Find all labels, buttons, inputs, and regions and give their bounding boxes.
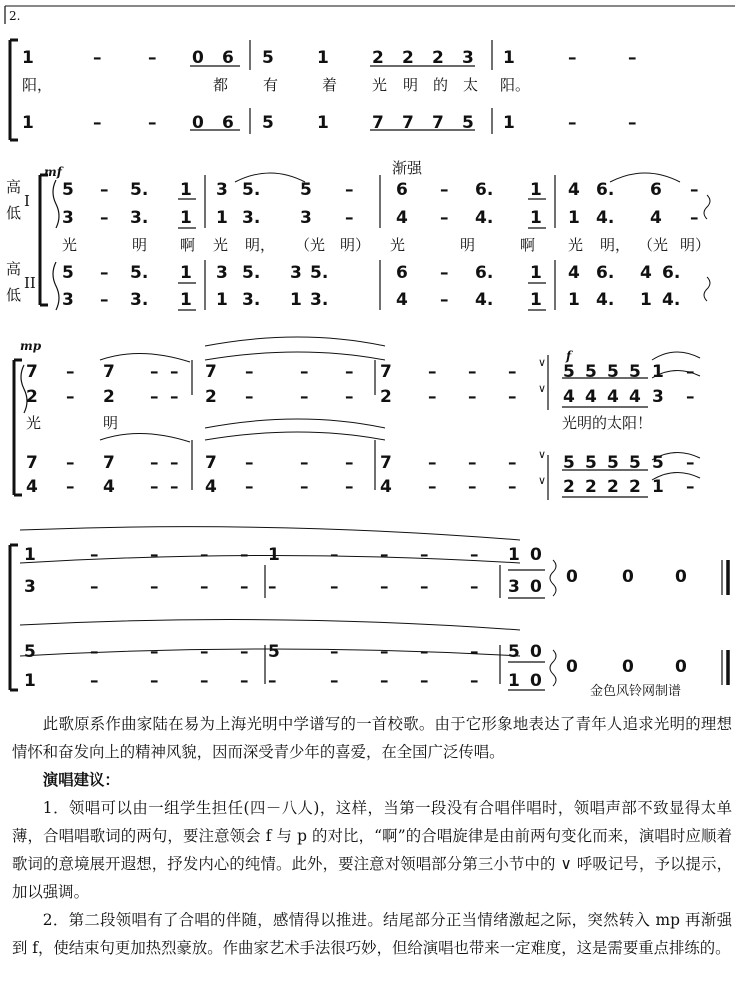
note: –: [150, 577, 159, 597]
lyric: 光: [213, 236, 229, 254]
note: –: [200, 671, 209, 691]
note: –: [380, 642, 389, 662]
note: –: [420, 671, 429, 691]
note: 5: [607, 362, 619, 382]
note: 3: [290, 263, 302, 283]
note: 1: [180, 208, 192, 228]
note: –: [90, 642, 99, 662]
note: 1: [568, 290, 580, 310]
note: 6: [650, 180, 662, 200]
note: –: [428, 477, 437, 497]
note: –: [170, 362, 179, 382]
note: 3: [300, 208, 312, 228]
note: –: [300, 362, 309, 382]
note: 4: [629, 387, 641, 407]
note: –: [468, 387, 477, 407]
note: 1: [290, 290, 302, 310]
note: 6.: [662, 263, 681, 283]
note: –: [468, 477, 477, 497]
breath-mark: ∨: [538, 448, 547, 461]
note: 3.: [242, 208, 261, 228]
note: –: [508, 477, 517, 497]
lyric: 明，: [245, 236, 276, 254]
note: 4.: [475, 208, 494, 228]
note: 1: [24, 545, 36, 565]
note: –: [93, 113, 102, 133]
note: 0: [192, 48, 204, 68]
note: 5: [585, 362, 597, 382]
note: 5: [652, 453, 664, 473]
note: 2: [103, 387, 115, 407]
note: 1: [22, 113, 34, 133]
note: 5: [607, 453, 619, 473]
part-label-roman-2: II: [24, 274, 36, 292]
breath-mark: ∨: [538, 474, 547, 487]
note: 1: [180, 290, 192, 310]
note: –: [245, 477, 254, 497]
note: 6.: [596, 180, 615, 200]
note: 1: [503, 113, 515, 133]
part-label-low-2: 低: [6, 286, 22, 304]
rest: 0: [622, 567, 634, 587]
note: 0: [530, 577, 542, 597]
note: 2: [402, 48, 414, 68]
note: –: [90, 671, 99, 691]
part-label-low-1: 低: [6, 204, 22, 222]
note: 1: [530, 180, 542, 200]
note: 2: [563, 477, 575, 497]
note: 4: [205, 477, 217, 497]
note: –: [66, 387, 75, 407]
note: 6.: [475, 180, 494, 200]
note: –: [440, 290, 449, 310]
note: –: [268, 577, 277, 597]
lyric: 明）: [680, 236, 711, 254]
note: –: [508, 387, 517, 407]
note: 1: [268, 545, 280, 565]
note: 4: [568, 180, 580, 200]
dynamic-mp: mp: [20, 339, 42, 353]
note: –: [240, 545, 249, 565]
note: 1: [652, 362, 664, 382]
note: –: [200, 545, 209, 565]
note: –: [470, 671, 479, 691]
note: 3.: [310, 290, 329, 310]
note: –: [90, 545, 99, 565]
note: –: [245, 387, 254, 407]
intro-paragraph: 此歌原系作曲家陆在易为上海光明中学谱写的一首校歌。由于它形象地表达了青年人追求光明的理想情怀和奋发向上的精神风貌，因而深受青少年的喜爱，在全国广泛传唱。: [12, 715, 732, 761]
note: –: [686, 387, 695, 407]
note: 0: [192, 113, 204, 133]
note: 2: [432, 48, 444, 68]
note: 6: [396, 263, 408, 283]
lyric: 明: [132, 236, 148, 254]
note: 2: [629, 477, 641, 497]
note: 0: [530, 671, 542, 691]
note: –: [686, 477, 695, 497]
lyric: （光: [638, 236, 669, 254]
note: –: [508, 453, 517, 473]
lyric: 阳，: [22, 76, 53, 94]
note: –: [150, 545, 159, 565]
note: –: [568, 48, 577, 68]
note: 2: [585, 477, 597, 497]
note: 3.: [242, 290, 261, 310]
note: 5: [508, 642, 520, 662]
note: 5: [563, 453, 575, 473]
lyric: 明: [403, 76, 419, 94]
note: 3: [508, 577, 520, 597]
note: 1: [503, 48, 515, 68]
note: –: [470, 545, 479, 565]
lyric: 的: [433, 76, 449, 94]
lyric: 明，: [600, 236, 631, 254]
note: 7: [402, 113, 414, 133]
note: 5: [629, 453, 641, 473]
note: –: [66, 477, 75, 497]
note: 5: [629, 362, 641, 382]
note: –: [440, 180, 449, 200]
note: 3: [24, 577, 36, 597]
note: –: [380, 577, 389, 597]
lyric: 都: [213, 76, 229, 94]
note: 7: [380, 362, 392, 382]
note: –: [240, 642, 249, 662]
note: 6: [222, 48, 234, 68]
note: 7: [432, 113, 444, 133]
note: 1: [568, 208, 580, 228]
note: 7: [26, 362, 38, 382]
part-label-roman-1: I: [24, 192, 30, 210]
note: –: [428, 387, 437, 407]
score-lines: [5, 6, 735, 690]
note: 1: [640, 290, 652, 310]
note-paragraph-1: 1．领唱可以由一组学生担任(四－八人)，这样，当第一段没有合唱伴唱时，领唱声部不致显得太单薄，合唱唱歌词的两句，要注意领会 f 与 p 的对比，“啊”的合唱旋律是由前两句变化而来，演唱时应顺着歌词的意境展开遐想，抒发内心的纯情。此外，要注意对领唱部分第三小节中的 ∨ 呼吸记号，予以提示，加以强调。: [12, 799, 732, 901]
note: 5.: [130, 180, 149, 200]
lyric: 明: [103, 414, 119, 432]
lyric: 光: [372, 76, 388, 94]
lyric: （光: [295, 236, 326, 254]
note: 0: [530, 545, 542, 565]
note: 4: [568, 263, 580, 283]
lyric: 光: [390, 236, 406, 254]
note: –: [150, 642, 159, 662]
note: –: [330, 671, 339, 691]
note: –: [170, 387, 179, 407]
note: –: [330, 577, 339, 597]
note: –: [100, 208, 109, 228]
note: –: [150, 387, 159, 407]
note: 5: [563, 362, 575, 382]
note: 7: [26, 453, 38, 473]
volta-label: [9, 9, 20, 23]
note: 6: [222, 113, 234, 133]
note: –: [300, 477, 309, 497]
note: –: [240, 577, 249, 597]
note: 5.: [310, 263, 329, 283]
note: –: [468, 362, 477, 382]
lyric: 明）: [340, 236, 371, 254]
dynamic-f: f: [566, 349, 572, 363]
note: –: [470, 577, 479, 597]
lyric: 啊: [520, 236, 536, 254]
note: 5: [62, 180, 74, 200]
note: –: [345, 180, 354, 200]
note: –: [380, 545, 389, 565]
lyric: 太: [463, 76, 479, 94]
note: 1: [216, 290, 228, 310]
lyric: 明: [460, 236, 476, 254]
note: 5: [262, 113, 274, 133]
lyric: 光: [26, 414, 42, 432]
note: 1: [317, 113, 329, 133]
note: 1: [530, 290, 542, 310]
note: –: [468, 453, 477, 473]
rest: 0: [566, 567, 578, 587]
note: –: [568, 113, 577, 133]
note: 1: [22, 48, 34, 68]
note: 4: [103, 477, 115, 497]
note: 4.: [662, 290, 681, 310]
note: –: [100, 180, 109, 200]
note: 2: [380, 387, 392, 407]
lyric: 着: [322, 76, 338, 94]
note: 1: [508, 671, 520, 691]
rest: 0: [622, 657, 634, 677]
note: –: [345, 208, 354, 228]
note: 5: [24, 642, 36, 662]
note: –: [686, 362, 695, 382]
note: –: [420, 577, 429, 597]
note: 0: [530, 642, 542, 662]
note: –: [428, 362, 437, 382]
note: –: [345, 387, 354, 407]
note: 4: [396, 208, 408, 228]
note: –: [66, 362, 75, 382]
note: 2: [607, 477, 619, 497]
note: –: [690, 180, 699, 200]
note: –: [150, 671, 159, 691]
note: –: [245, 362, 254, 382]
note: 3: [216, 180, 228, 200]
note: –: [245, 453, 254, 473]
breath-mark: ∨: [538, 382, 547, 395]
note: 1: [530, 263, 542, 283]
note: 5.: [242, 263, 261, 283]
lyric: 啊: [180, 236, 196, 254]
rest: 0: [566, 657, 578, 677]
note: 3: [462, 48, 474, 68]
note: –: [200, 577, 209, 597]
note: 4: [650, 208, 662, 228]
note: 7: [372, 113, 384, 133]
breath-mark: ∨: [538, 356, 547, 369]
note: –: [508, 362, 517, 382]
note: 4: [380, 477, 392, 497]
note: 6.: [475, 263, 494, 283]
note: –: [268, 671, 277, 691]
note: –: [93, 48, 102, 68]
note: 4.: [596, 290, 615, 310]
dynamic-mf: mf: [44, 165, 62, 179]
note: 3.: [130, 208, 149, 228]
note: –: [66, 453, 75, 473]
note: 3: [652, 387, 664, 407]
note: –: [440, 208, 449, 228]
note: 5: [462, 113, 474, 133]
note: –: [470, 642, 479, 662]
note: 7: [103, 453, 115, 473]
performance-notes: [12, 710, 732, 962]
note: 1: [216, 208, 228, 228]
lyric: 阳。: [500, 76, 531, 94]
note: 2: [26, 387, 38, 407]
rest: 0: [675, 567, 687, 587]
note: 4: [607, 387, 619, 407]
note: 5: [300, 180, 312, 200]
note: 3: [62, 208, 74, 228]
note: 6.: [596, 263, 615, 283]
lyric: 光明的太阳！: [562, 414, 653, 432]
note: 5: [62, 263, 74, 283]
note: –: [240, 671, 249, 691]
note: 5.: [130, 263, 149, 283]
note: 4: [26, 477, 38, 497]
score-notes: [22, 48, 710, 691]
note: 5: [262, 48, 274, 68]
note: –: [100, 263, 109, 283]
volta-number: 2.: [9, 9, 21, 23]
note: 1: [180, 263, 192, 283]
note: –: [170, 477, 179, 497]
note: –: [420, 545, 429, 565]
lyric: 有: [263, 76, 279, 94]
note: 4: [396, 290, 408, 310]
note: –: [330, 642, 339, 662]
note: 1: [180, 180, 192, 200]
note: 1: [24, 671, 36, 691]
note: 5: [585, 453, 597, 473]
note: 1: [317, 48, 329, 68]
note: 4.: [475, 290, 494, 310]
note: 1: [508, 545, 520, 565]
note: 3: [62, 290, 74, 310]
note: –: [628, 113, 637, 133]
note: –: [440, 263, 449, 283]
part-label-high-2: 高: [6, 260, 22, 278]
note: 5: [268, 642, 280, 662]
note: 1: [530, 208, 542, 228]
part-label-high-1: 高: [6, 178, 22, 196]
note: –: [428, 453, 437, 473]
note: 1: [652, 477, 664, 497]
lyric: 光: [568, 236, 584, 254]
note: 7: [205, 453, 217, 473]
notes-heading: 演唱建议：: [42, 771, 120, 789]
note: –: [200, 642, 209, 662]
note: –: [345, 362, 354, 382]
crescendo-mark: 渐强: [392, 159, 423, 177]
note: 2: [372, 48, 384, 68]
note: –: [300, 387, 309, 407]
note: 4.: [596, 208, 615, 228]
note: 3: [216, 263, 228, 283]
note: 4: [640, 263, 652, 283]
note: –: [345, 477, 354, 497]
note: 6: [396, 180, 408, 200]
lyric: 光: [62, 236, 78, 254]
note: –: [380, 671, 389, 691]
note: 7: [103, 362, 115, 382]
note: –: [150, 477, 159, 497]
credit-label: 金色风铃网制谱: [590, 684, 682, 699]
note: –: [148, 113, 157, 133]
note: –: [330, 545, 339, 565]
note: –: [148, 48, 157, 68]
note: –: [628, 48, 637, 68]
note: –: [150, 453, 159, 473]
note: 4: [563, 387, 575, 407]
note: 5.: [242, 180, 261, 200]
note: 7: [380, 453, 392, 473]
note-paragraph-2: 2．第二段领唱有了合唱的伴随，感情得以推进。结尾部分正当情绪激起之际，突然转入 mp 再渐强到 f，使结束句更加热烈豪放。作曲家艺术手法很巧妙，但给演唱也带来一定难度，这是需要重点排练的。: [12, 911, 732, 957]
note: 7: [205, 362, 217, 382]
note: –: [100, 290, 109, 310]
rest: 0: [675, 657, 687, 677]
note: –: [686, 453, 695, 473]
note: 4: [585, 387, 597, 407]
note: –: [170, 453, 179, 473]
note: –: [420, 642, 429, 662]
note: 2: [205, 387, 217, 407]
note: –: [690, 208, 699, 228]
note: 3.: [130, 290, 149, 310]
note: –: [90, 577, 99, 597]
note: –: [300, 453, 309, 473]
note: –: [345, 453, 354, 473]
note: –: [150, 362, 159, 382]
